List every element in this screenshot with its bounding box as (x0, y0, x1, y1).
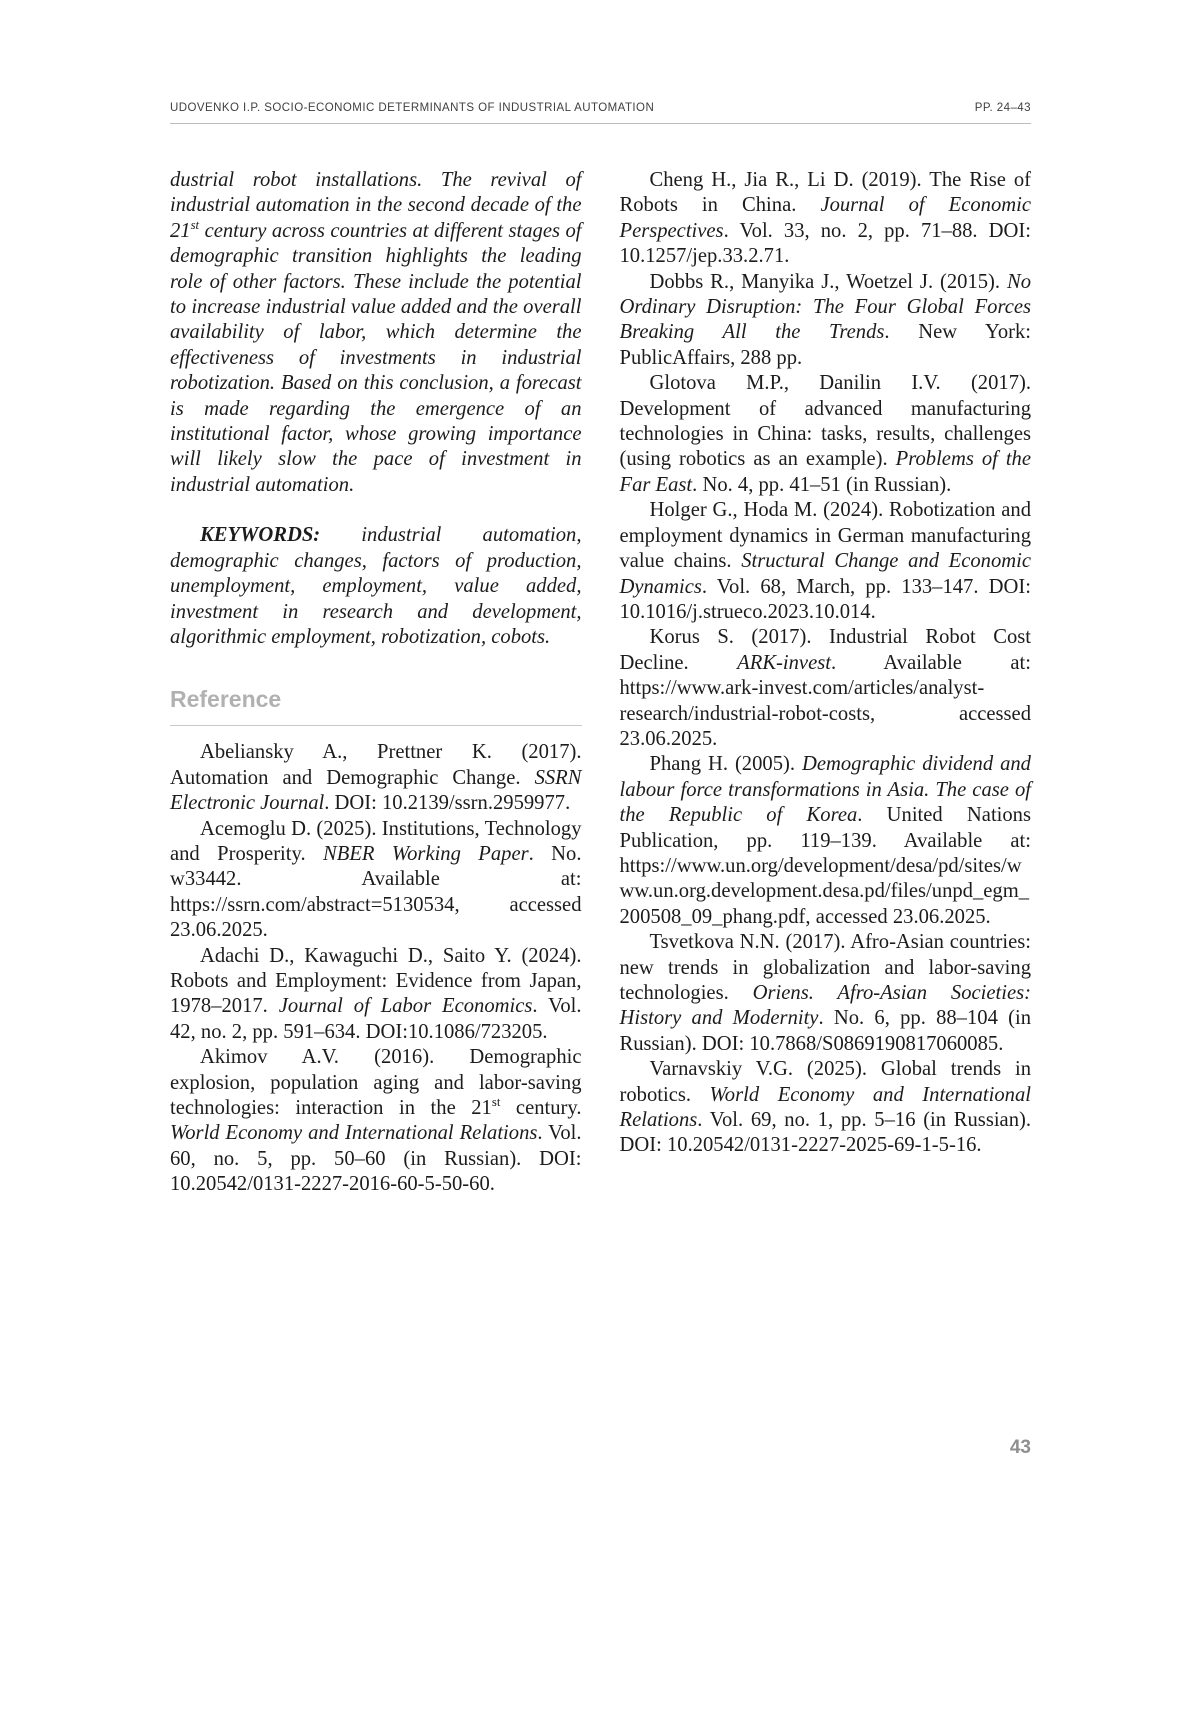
reference-item: Cheng H., Jia R., Li D. (2019). The Rise of Robots in China. Journal of Economic Perspectives. Vol. 33, no. 2, pp. 71–88. DOI: 10.1257/jep.33.2.71. (619, 169, 1031, 268)
reference-item: Phang H. (2005). Demographic dividend and labour force transformations in Asia. The case of the Republic of Korea. United Nations Publication, pp. 119–139. Available at: https://www.un.org/development/desa/pd/sites/www.un.org.development.desa.pd/files/unpd_egm_200508_09_phang.pdf, accessed 23.06.2025. (619, 753, 1031, 928)
reference-item: Tsvetkova N.N. (2017). Afro-Asian countries: new trends in globalization and labor-saving technologies. Oriens. Afro-Asian Societies: History and Modernity. No. 6, pp. 88–104 (in Russian). DOI: 10.7868/S0869190817060085. (619, 931, 1031, 1055)
content-columns (170, 168, 1031, 1198)
references-list-left (170, 740, 582, 1197)
running-head-pages: PP. 24–43 (974, 102, 1031, 114)
reference-item: Korus S. (2017). Industrial Robot Cost Decline. ARK-invest. Available at: https://www.ark-invest.com/articles/analyst-research/industrial-robot-costs, accessed 23.06.2025. (619, 626, 1031, 750)
page-number: 43 (1009, 1437, 1031, 1458)
reference-item: Acemoglu D. (2025). Institutions, Technology and Prosperity. NBER Working Paper. No. w33442. Available at: https://ssrn.com/abstract=5130534, accessed 23.06.2025. (170, 817, 582, 942)
reference-item: Varnavskiy V.G. (2025). Global trends in robotics. World Economy and International Relations. Vol. 69, no. 1, pp. 5–16 (in Russian). DOI: 10.20542/0131-2227-2025-69-1-5-16. (619, 1058, 1031, 1157)
section-divider (170, 725, 582, 726)
reference-item: Abeliansky A., Prettner K. (2017). Automation and Demographic Change. SSRN Electronic Journal. DOI: 10.2139/ssrn.2959977. (170, 741, 582, 815)
reference-item: Akimov A.V. (2016). Demographic explosion, population aging and labor-saving technologies: interaction in the 21st century. World Economy and International Relations. Vol. 60, no. 5, pp. 50–60 (in Russian). DOI: 10.20542/0131-2227-2016-60-5-50-60. (170, 1046, 582, 1196)
reference-section-heading: Reference (170, 686, 282, 713)
reference-item: Dobbs R., Manyika J., Woetzel J. (2015). No Ordinary Disruption: The Four Global Forces Breaking All the Trends. New York: PublicAffairs, 288 pp. (619, 270, 1031, 369)
references-list-right (620, 168, 1032, 1159)
right-column (620, 168, 1032, 1198)
keywords-paragraph: KEYWORDS: industrial automation, demographic changes, factors of production, unemployment, employment, value added, investment in research and development, algorithmic employment, robotization, cobots. (170, 524, 582, 648)
reference-item: Glotova M.P., Danilin I.V. (2017). Development of advanced manufacturing technologies in China: tasks, results, challenges (using robotics as an example). Problems of the Far East. No. 4, pp. 41–51 (in Russian). (619, 372, 1031, 496)
left-column (170, 168, 582, 1198)
reference-item: Holger G., Hoda M. (2024). Robotization and employment dynamics in German manufacturing value chains. Structural Change and Economic Dynamics. Vol. 68, March, pp. 133–147. DOI: 10.1016/j.strueco.2023.10.014. (619, 499, 1031, 623)
abstract-continuation: dustrial robot installations. The revival of industrial automation in the second decade of the 21st century across countries at different stages of demographic transition highlights the leading role of other factors. These include the potential to increase industrial value added and the overall availability of labor, which determine the effectiveness of investments in industrial robotization. Based on this conclusion, a forecast is made regarding the emergence of an institutional factor, whose growing importance will likely slow the pace of investment in industrial automation. (170, 169, 582, 496)
reference-item: Adachi D., Kawaguchi D., Saito Y. (2024). Robots and Employment: Evidence from Japan, 1978–2017. Journal of Labor Economics. Vol. 42, no. 2, pp. 591–634. DOI:10.1086/723205. (170, 944, 582, 1043)
running-head (170, 102, 1031, 124)
running-head-title: UDOVENKO I.P. SOCIO-ECONOMIC DETERMINANTS OF INDUSTRIAL AUTOMATION (170, 102, 655, 114)
